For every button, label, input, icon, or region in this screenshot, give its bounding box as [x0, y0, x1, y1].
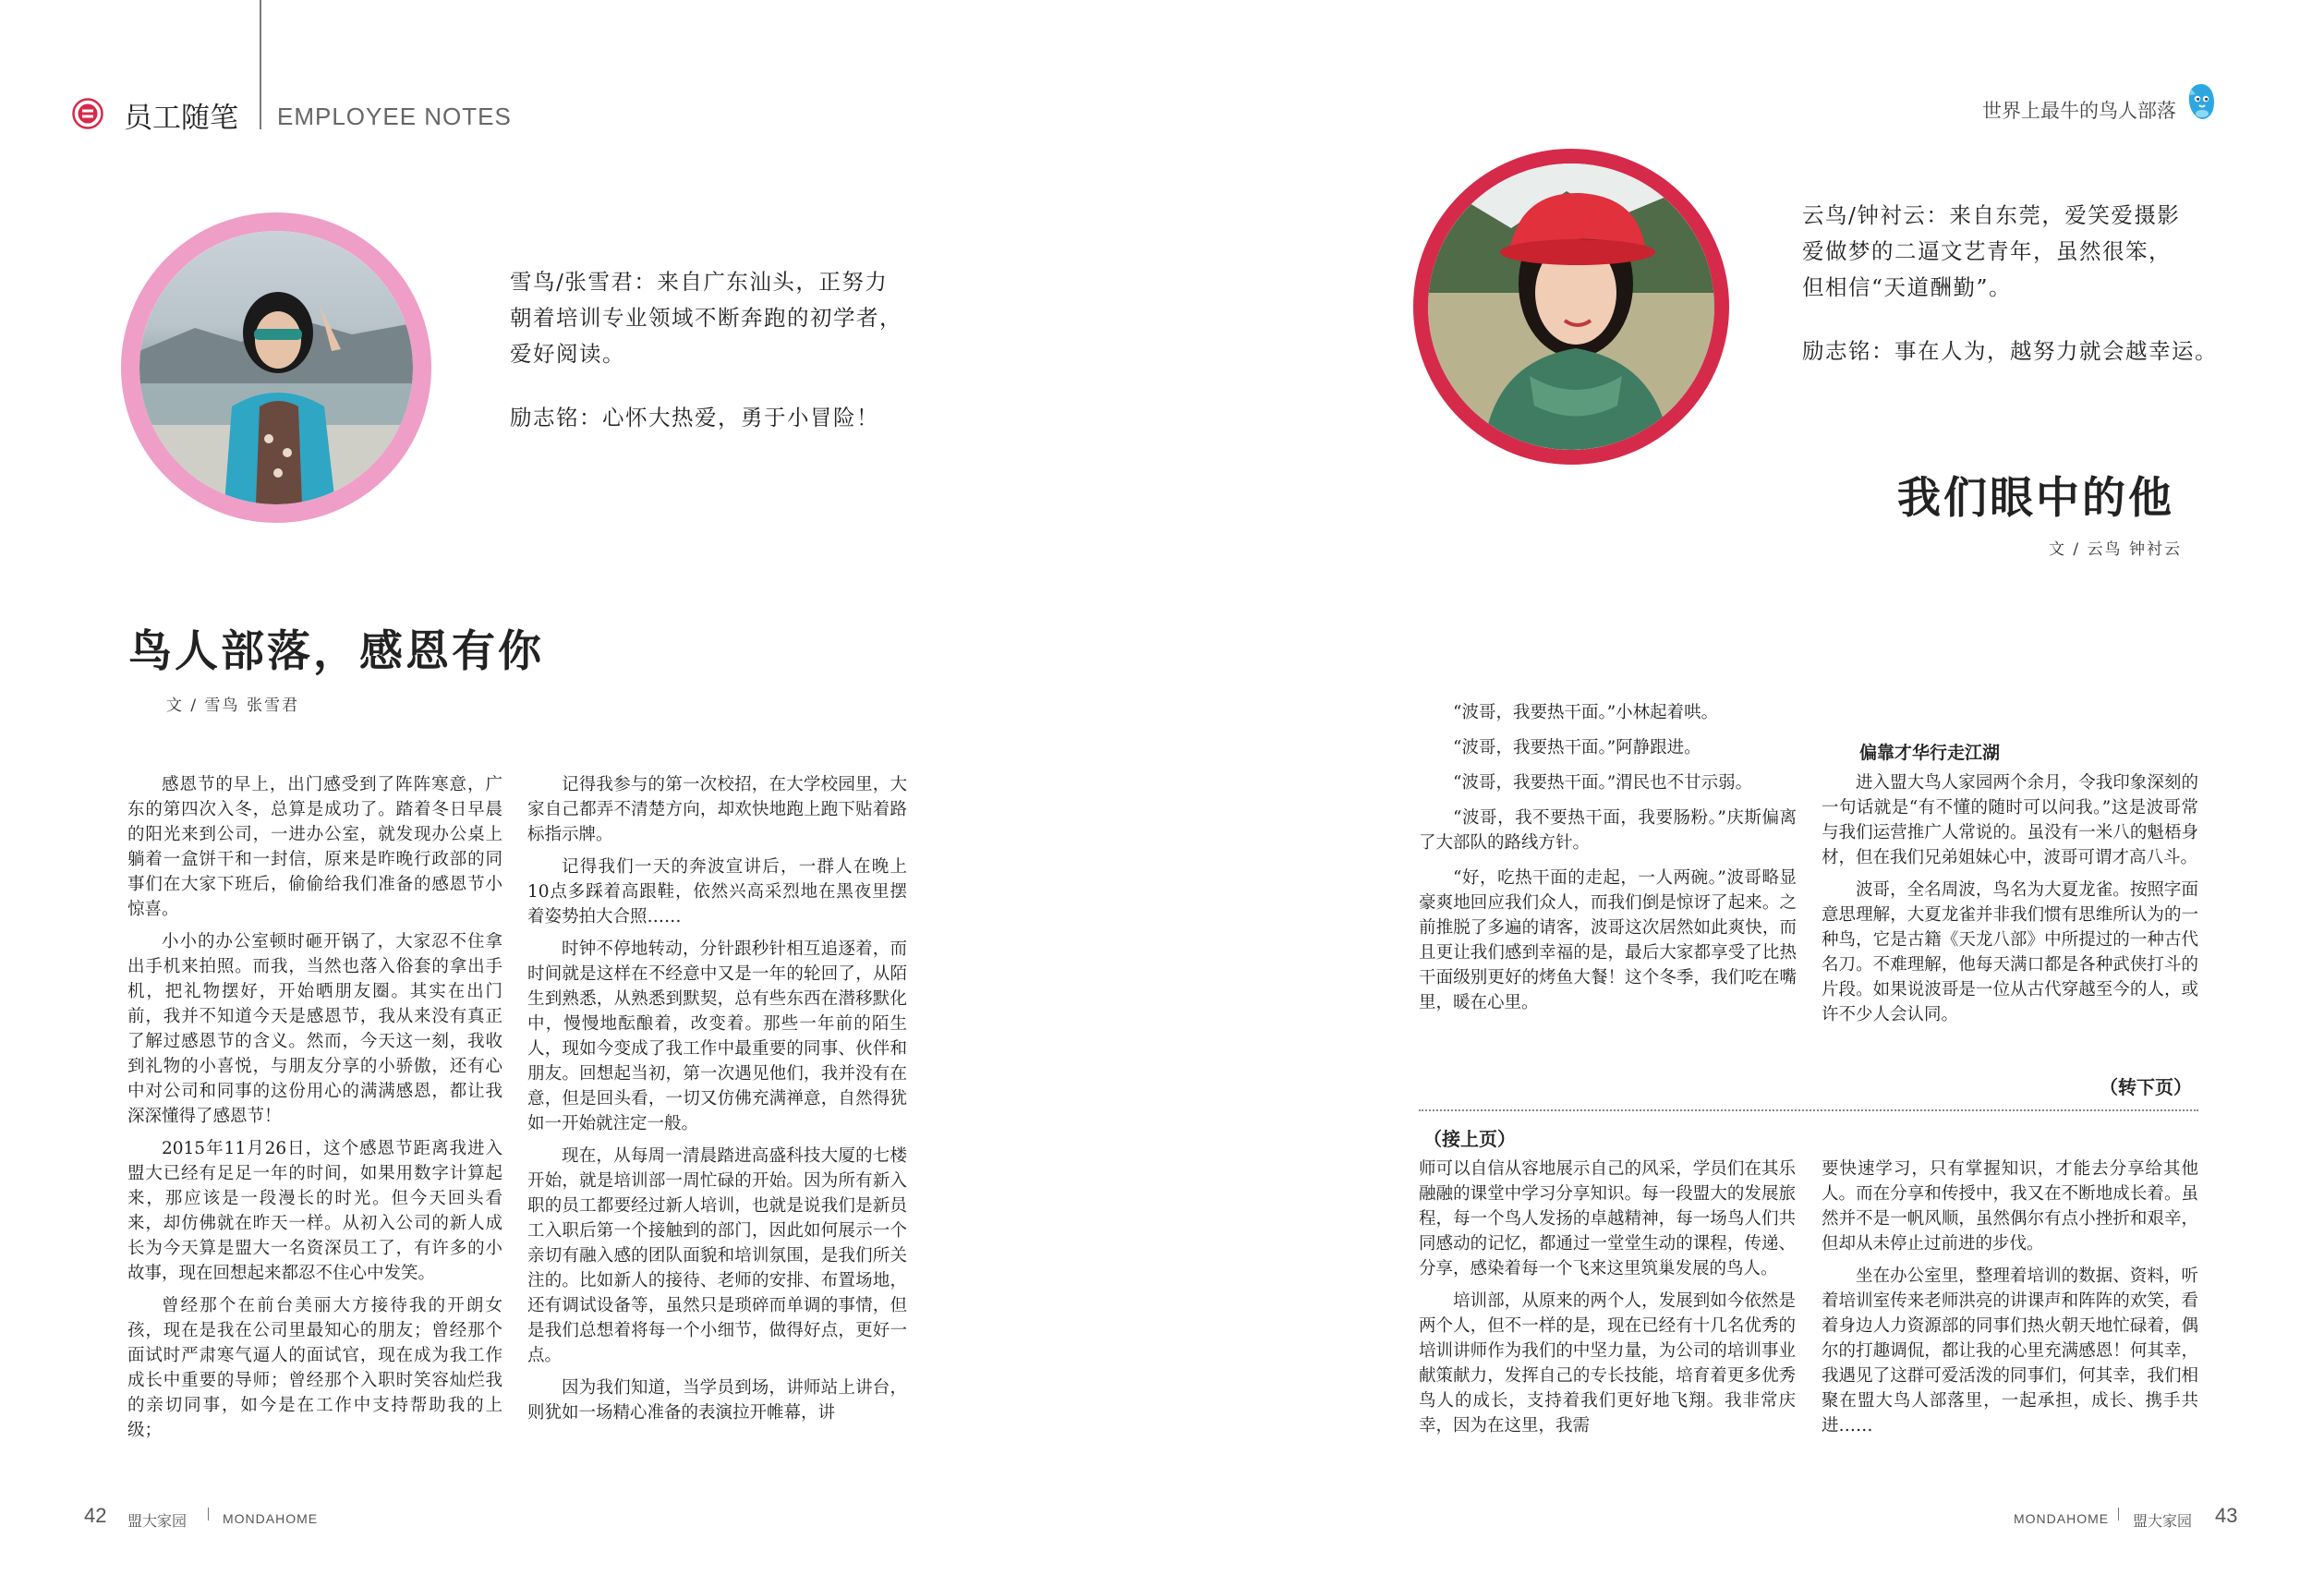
article-byline-right: 文 / 云鸟 钟衬云: [2049, 540, 2182, 559]
profile-bio-right: [1802, 198, 2218, 369]
brand-name-right: MONDAHOME: [2014, 1511, 2110, 1526]
paragraph: 坐在办公室里，整理着培训的数据、资料，听着培训室传来老师洪亮的讲课声和阵阵的欢笑，看着身边人力资源部的同事们热火朝天地忙碌着，偶尔的打趣调侃，都让我的心里充满感恩！何其幸，我遇见了这群可爱活泼的同事们，何其幸，我们相聚在盟大鸟人部落里，一起承担，成长、携手共进……: [1822, 1266, 2198, 1436]
profile-photo-left: [121, 212, 431, 523]
paragraph: 进入盟大鸟人家园两个余月，令我印象深刻的一句话就是“有不懂的随时可以问我。”这是波哥常与我们运营推广人常说的。虽没有一米八的魁梧身材，但在我们兄弟姐妹心中，波哥可谓才高八斗。: [1822, 773, 2198, 867]
dialogue-line: “波哥，我不要热干面，我要肠粉。”庆斯偏离了大部队的路线方针。: [1419, 808, 1797, 853]
paragraph: 因为我们知道，当学员到场，讲师站上讲台，则犹如一场精心准备的表演拉开帷幕，讲: [527, 1378, 907, 1423]
paragraph: 培训部，从原来的两个人，发展到如今依然是两个人，但不一样的是，现在已经有十几名优秀的培训讲师作为我们的中坚力量，为公司的培训事业献策献力，发挥自己的专长技能，培育着更多优秀鸟人的成长，支持着我们更好地飞翔。我非常庆幸，因为在这里，我需: [1419, 1291, 1796, 1436]
profile-bio-left: [510, 264, 902, 436]
magazine-name-left: 盟大家园: [127, 1512, 188, 1530]
article-right-column-2: [1822, 770, 2198, 1035]
paragraph: 师可以自信从容地展示自己的风采，学员们在其乐融融的课堂中学习分享知识。每一段盟大的发展旅程，每一个鸟人发扬的卓越精神，每一场鸟人们共同感动的记忆，都通过一堂堂生动的课程，传递、分享，感染着每一个飞来这里筑巢发展的鸟人。: [1419, 1159, 1796, 1278]
magazine-name-right: 盟大家园: [2133, 1512, 2193, 1530]
section-title-english: EMPLOYEE NOTES: [277, 103, 512, 130]
paragraph: 波哥，全名周波，鸟名为大夏龙雀。按照字面意思理解，大夏龙雀并非我们惯有思维所认为的一种鸟，它是古籍《天龙八部》中所提过的一种古代名刀。不难理解，他每天满口都是各种武侠打斗的片段。如果说波哥是一位从古代穿越至今的人，或许不少人会认同。: [1822, 880, 2198, 1024]
continued-column-2: [1822, 1157, 2198, 1446]
section-title: 员工随笔: [124, 102, 238, 134]
bio-line: 雪鸟/张雪君：来自广东汕头，正努力: [510, 269, 889, 295]
article-left-column-2: [527, 772, 907, 1433]
paragraph: 2015年11月26日，这个感恩节距离我进入盟大已经有足足一年的时间，如果用数字计算起来，那应该是一段漫长的时光。但今天回头看来，却仿佛就在昨天一样。从初入公司的新人成长为今天算是盟大一名资深员工了，有许多的小故事，现在回想起来都忍不住心中发笑。: [127, 1139, 502, 1283]
continued-from-previous-page: （接上页）: [1423, 1130, 1516, 1150]
dotted-divider: [1419, 1109, 2198, 1111]
brand-name-left: MONDAHOME: [223, 1511, 319, 1526]
paragraph: 时钟不停地转动，分针跟秒针相互追逐着，而时间就是这样在不经意中又是一年的轮回了，从陌生到熟悉，从熟悉到默契，总有些东西在潜移默化中，慢慢地酝酿着，改变着。那些一年前的陌生人，现如今变成了我工作中最重要的同事、伙伴和朋友。回想起当初，第一次遇见他们，我并没有在意，但是回头看，一切又仿佛充满禅意，自然得犹如一开始就注定一般。: [527, 939, 907, 1133]
page-number-right: 43: [2215, 1504, 2238, 1527]
page-number-left: 42: [84, 1504, 107, 1527]
continued-column-1: [1419, 1157, 1796, 1446]
continued-on-next-page: （转下页）: [2100, 1078, 2192, 1098]
bio-line: 爱好阅读。: [510, 341, 625, 367]
paragraph: 要快速学习，只有掌握知识，才能去分享给其他人。而在分享和传授中，我又在不断地成长着。虽然并不是一帆风顺，虽然偶尔有点小挫折和艰辛，但却从未停止过前进的步伐。: [1822, 1159, 2198, 1254]
paragraph: 记得我参与的第一次校招，在大学校园里，大家自己都弄不清楚方向，却欢快地跑上跑下贴着路标指示牌。: [527, 775, 907, 844]
article-title-right: 我们眼中的他: [1897, 473, 2174, 524]
dialogue-line: “波哥，我要热干面。”渭民也不甘示弱。: [1453, 773, 1753, 793]
paragraph: “好，吃热干面的走起，一人两碗。”波哥略显豪爽地回应我们众人，而我们倒是惊讶了起来。之前推脱了多遍的请客，波哥这次居然如此爽快，而且更让我们感到幸福的是，最后大家都享受了比热干面级别更好的烤鱼大餐！这个冬季，我们吃在嘴里，暖在心里。: [1419, 868, 1797, 1012]
paragraph: 小小的办公室顿时砸开锅了，大家忍不住拿出手机来拍照。而我，当然也落入俗套的拿出手机，把礼物摆好，开始晒朋友圈。其实在出门前，我并不知道今天是感恩节，我从来没有真正了解过感恩节的含义。然而，今天这一刻，我收到礼物的小喜悦，与朋友分享的小骄傲，还有心中对公司和同事的这份用心的满满感恩，都让我深深懂得了感恩节！: [127, 932, 502, 1126]
paragraph: 现在，从每周一清晨踏进高盛科技大厦的七楼开始，就是培训部一周忙碌的开始。因为所有新入职的员工都要经过新人培训，也就是说我们是新员工入职后第一个接触到的部门，因此如何展示一个亲切有融入感的团队面貌和培训氛围，是我们所关注的。比如新人的接待、老师的安排、布置场地，还有调试设备等，虽然只是琐碎而单调的事情，但是我们总想着将每一个小细节，做得好点，更好一点。: [527, 1146, 907, 1365]
dialogue-line: “波哥，我要热干面。”小林起着哄。: [1453, 703, 1719, 722]
article-subheading: 偏靠才华行走江湖: [1859, 744, 2001, 763]
bird-mascot-icon: [2185, 81, 2218, 122]
profile-motto: 励志铭：心怀大热爱，勇于小冒险！: [510, 405, 879, 430]
profile-motto: 励志铭：事在人为，越努力就会越幸运。: [1802, 338, 2218, 364]
paragraph: 曾经那个在前台美丽大方接待我的开朗女孩，现在是我在公司里最知心的朋友；曾经那个面试时严肃寒气逼人的面试官，现在成为我工作成长中重要的导师；曾经那个入职时笑容灿烂我的亲切同事，如今是在工作中支持帮助我的上级；: [127, 1296, 502, 1440]
bio-line: 云鸟/钟衬云：来自东莞，爱笑爱摄影: [1802, 202, 2181, 228]
article-title-left: 鸟人部落，感恩有你: [128, 626, 544, 677]
footer-separator: [208, 1508, 209, 1520]
article-right-column-1: [1419, 700, 1797, 1025]
profile-photo-right: [1413, 149, 1729, 465]
article-byline-left: 文 / 雪鸟 张雪君: [166, 697, 299, 715]
section-emblem-icon: [72, 98, 103, 129]
footer-separator: [2118, 1508, 2119, 1520]
bio-line: 朝着培训专业领域不断奔跑的初学者，: [510, 305, 902, 331]
paragraph: 记得我们一天的奔波宣讲后，一群人在晚上10点多踩着高跟鞋，依然兴高采烈地在黑夜里摆着姿势拍大合照……: [527, 857, 907, 927]
bio-line: 但相信“天道酬勤”。: [1802, 274, 2013, 300]
header-divider: [260, 0, 261, 129]
paragraph: 感恩节的早上，出门感受到了阵阵寒意，广东的第四次入冬，总算是成功了。踏着冬日早晨的阳光来到公司，一进办公室，就发现办公桌上躺着一盒饼干和一封信，原来是昨晚行政部的同事们在大家下班后，偷偷给我们准备的感恩节小惊喜。: [127, 775, 502, 919]
article-left-column-1: [127, 772, 502, 1450]
header-tagline: 世界上最牛的鸟人部落: [1982, 101, 2176, 122]
dialogue-line: “波哥，我要热干面。”阿静跟进。: [1453, 738, 1701, 757]
bio-line: 爱做梦的二逼文艺青年，虽然很笨，: [1802, 238, 2172, 264]
